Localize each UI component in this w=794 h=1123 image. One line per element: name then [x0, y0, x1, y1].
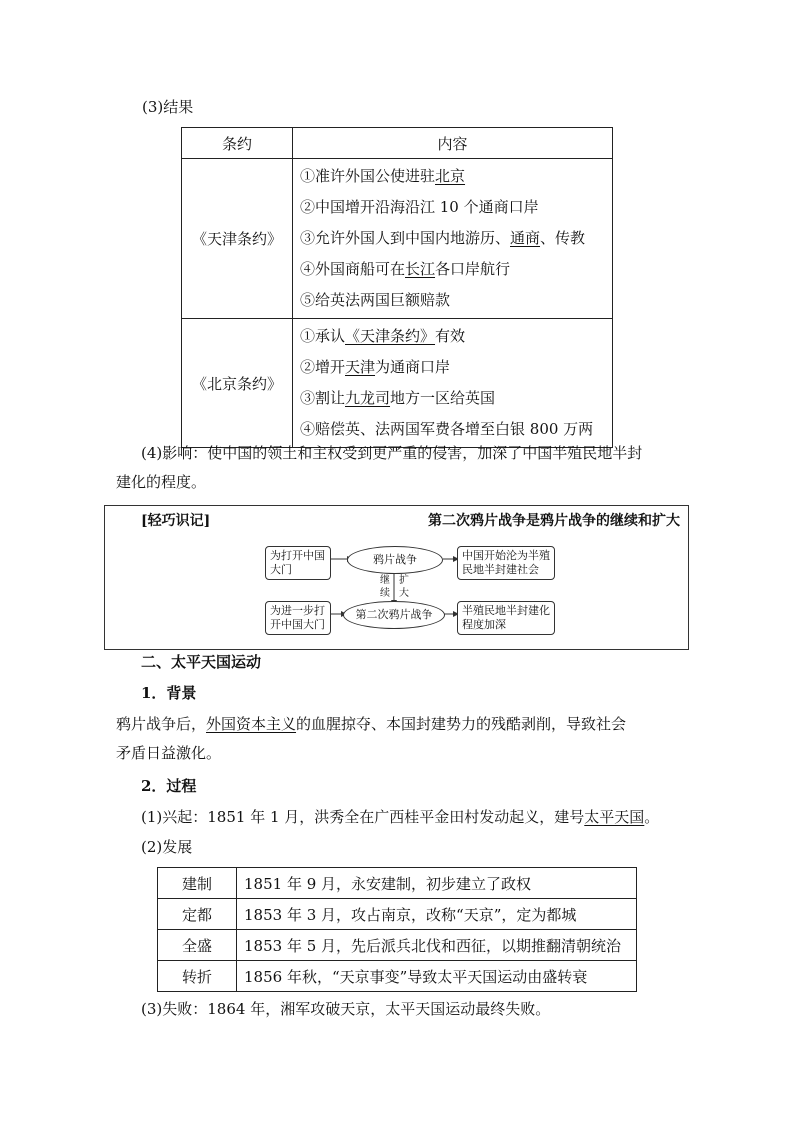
table-row: [158, 961, 637, 992]
table-row: [158, 899, 637, 930]
list-item: ③割让九龙司地方一区给英国: [300, 389, 496, 407]
beijing-items: [293, 319, 613, 448]
treaty-tianjin: 《天津条约》: [182, 159, 293, 319]
process-heading: 2．过程: [141, 777, 197, 795]
row-value: 1853 年 5 月，先后派兵北伐和西征，以期推翻清朝统治: [237, 930, 637, 961]
list-item: ⑤给英法两国巨额赔款: [300, 291, 451, 309]
list-item: ③允许外国人到中国内地游历、通商、传教: [300, 229, 586, 247]
oval-opium-war: 鸦片战争: [347, 546, 443, 574]
box-further-open-china: 为进一步打开中国大门: [265, 601, 331, 635]
section-2-heading: 二、太平天国运动: [141, 653, 262, 671]
tianjin-items: [293, 159, 613, 319]
connector-expand: 扩大: [399, 575, 409, 599]
box-semi-colonial-start: 中国开始沦为半殖民地半封建社会: [457, 546, 555, 580]
background-heading: 1．背景: [141, 684, 197, 702]
mnemonic-tag: [轻巧识记]: [141, 513, 211, 529]
list-item: ①准许外国公使进驻北京: [300, 167, 466, 185]
failure-line: (3)失败：1864 年，湘军攻破天京，太平天国运动最终失败。: [141, 1000, 551, 1018]
list-item: ②增开天津为通商口岸: [300, 358, 451, 376]
list-item: ①承认《天津条约》有效: [300, 327, 466, 345]
table-row: [158, 868, 637, 899]
taiping-development-table: [157, 867, 637, 992]
header-content: 内容: [293, 128, 613, 159]
row-key: 建制: [158, 868, 237, 899]
row-key: 全盛: [158, 930, 237, 961]
row-value: 1851 年 9 月，永安建制，初步建立了政权: [237, 868, 637, 899]
row-value: 1853 年 3 月，攻占南京，改称“天京”，定为都城: [237, 899, 637, 930]
table-row: [182, 159, 613, 319]
treaty-result-table: [181, 127, 613, 448]
influence-line-2: 建化的程度。: [116, 473, 207, 491]
influence-line-1: (4)影响：使中国的领土和主权受到更严重的侵害，加深了中国半殖民地半封: [141, 444, 643, 462]
mnemonic-box: [104, 505, 689, 650]
rise-line: (1)兴起：1851 年 1 月，洪秀全在广西桂平金田村发动起义，建号太平天国。: [141, 808, 660, 826]
header-treaty: 条约: [182, 128, 293, 159]
row-value: 1856 年秋，“天京事变”导致太平天国运动由盛转衰: [237, 961, 637, 992]
list-item: ④外国商船可在长江各口岸航行: [300, 260, 511, 278]
box-semi-colonial-deepen: 半殖民地半封建化程度加深: [457, 601, 555, 635]
oval-second-opium-war: 第二次鸦片战争: [343, 601, 445, 629]
connector-continue: 继续: [380, 575, 390, 599]
section-3-heading: (3)结果: [142, 98, 194, 116]
background-line-2: 矛盾日益激化。: [116, 744, 222, 762]
box-open-china: 为打开中国大门: [265, 546, 331, 580]
table-row: [158, 930, 637, 961]
background-line-1: 鸦片战争后，外国资本主义的血腥掠夺、本国封建势力的残酷剥削，导致社会: [116, 715, 627, 733]
list-item: ④赔偿英、法两国军费各增至白银 800 万两: [300, 420, 594, 438]
row-key: 转折: [158, 961, 237, 992]
mnemonic-title: 第二次鸦片战争是鸦片战争的继续和扩大: [428, 513, 680, 529]
row-key: 定都: [158, 899, 237, 930]
table-header-row: [182, 128, 613, 159]
treaty-beijing: 《北京条约》: [182, 319, 293, 448]
list-item: ②中国增开沿海沿江 10 个通商口岸: [300, 198, 539, 216]
development-heading: (2)发展: [141, 838, 193, 856]
table-row: [182, 319, 613, 448]
